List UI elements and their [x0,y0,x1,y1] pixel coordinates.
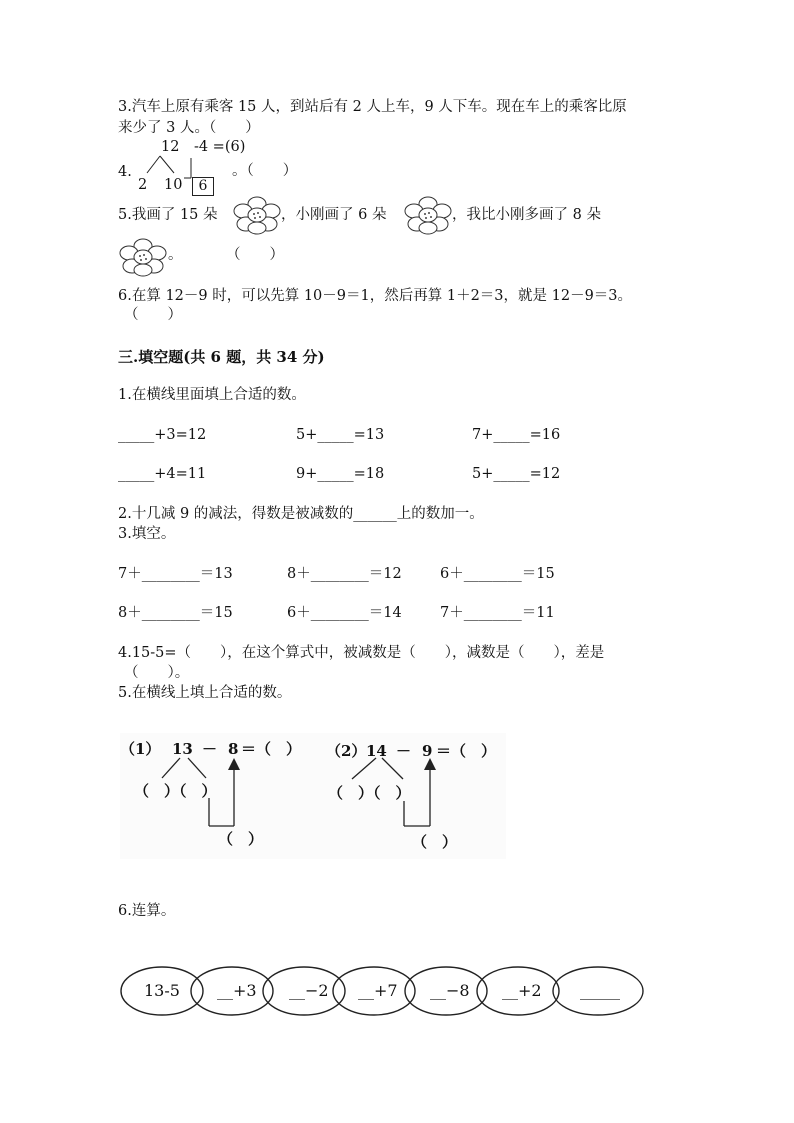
decompose-p1-pair: （ ）（ ） [134,782,217,800]
chain-item-5: __−8 [430,981,470,1000]
flower-icon [233,196,281,236]
chain-item-1: 13-5 [144,981,180,1000]
fill-q4-line2: （ ）。 [124,665,190,681]
fill-q3-title: 3.填空。 [118,526,176,542]
decompose-p1-a: 13 [172,740,193,758]
fill-q4-line1: 4.15-5=（ ），在这个算式中，被减数是（ ），减数是（ ），差是 [118,645,605,661]
section-title: 三.填空题(共 6 题，共 34 分) [118,348,325,366]
decompose-p1-single: （ ） [218,830,264,848]
fill-q3-r1-c1: 7＋________＝13 [118,566,233,582]
judge-q6-line1: 6.在算 12－9 时，可以先算 10－9＝1，然后再算 1＋2＝3，就是 12－9＝3。 [118,288,633,304]
chain-item-7: _____ [580,981,620,1000]
judge-q4-ten: 10 [164,177,183,193]
decompose-p2-eq: ＝（ ） [436,742,497,760]
fill-q6-title: 6.连算。 [118,903,176,919]
fill-q1-title: 1.在横线里面填上合适的数。 [118,387,306,403]
decompose-p1-minus: － [202,740,218,758]
decompose-p2-single: （ ） [412,833,458,851]
judge-q5-part2: ，小刚画了 6 朵 [281,207,387,223]
fill-q2-text: 2.十几减 9 的减法，得数是被减数的______上的数加一。 [118,506,484,522]
judge-q5-part1: 5.我画了 15 朵 [118,207,218,223]
decompose-figure [120,733,506,859]
judge-q4-answer: 。（ ） [232,163,298,179]
judge-q5-part3: ，我比小刚多画了 8 朵 [452,207,601,223]
fill-q1-r2-c1: _____+4=11 [118,466,207,482]
fill-q5-title: 5.在横线上填上合适的数。 [118,685,292,701]
fill-q1-r1-c3: 7+_____=16 [472,427,561,443]
fill-q1-r2-c2: 9+_____=18 [296,466,385,482]
chain-item-3: __−2 [289,981,329,1000]
decompose-p2-label: （2） [326,742,367,760]
chain-item-2: __+3 [217,981,257,1000]
fill-q3-r2-c3: 7＋________＝11 [440,605,555,621]
chain-item-6: __+2 [502,981,542,1000]
judge-q5-part4: 。 （ ） [168,247,284,263]
judge-q4-top: 12 -4 =(6) [161,139,246,155]
decompose-p2-a: 14 [366,742,387,760]
decompose-p1-label: （1） [120,740,161,758]
flower-icon [118,238,168,278]
fill-q1-r1-c2: 5+_____=13 [296,427,385,443]
fill-q3-r1-c3: 6＋________＝15 [440,566,555,582]
judge-q6-line2: （ ） [124,307,182,323]
fill-q3-r2-c2: 6＋________＝14 [287,605,402,621]
decompose-p2-minus: － [396,742,412,760]
judge-q3-line2: 来少了 3 人。（ ） [118,120,260,136]
fill-q1-r1-c1: _____+3=12 [118,427,207,443]
decompose-p1-eq: ＝（ ） [241,740,302,758]
decompose-p2-b: 9 [422,742,433,760]
decompose-p2-pair: （ ）（ ） [328,784,411,802]
fill-q3-r2-c1: 8＋________＝15 [118,605,233,621]
flower-icon [404,196,452,236]
fill-q3-r1-c2: 8＋________＝12 [287,566,402,582]
judge-q4-prefix: 4. [118,164,132,180]
judge-q3-line1: 3.汽车上原有乘客 15 人，到站后有 2 人上车，9 人下车。现在车上的乘客比原 [118,99,627,115]
chain-item-4: __+7 [358,981,398,1000]
fill-q1-r2-c3: 5+_____=12 [472,466,561,482]
judge-q4-box: 6 [192,177,214,196]
judge-q4-two: 2 [138,177,148,193]
decompose-p1-b: 8 [228,740,239,758]
